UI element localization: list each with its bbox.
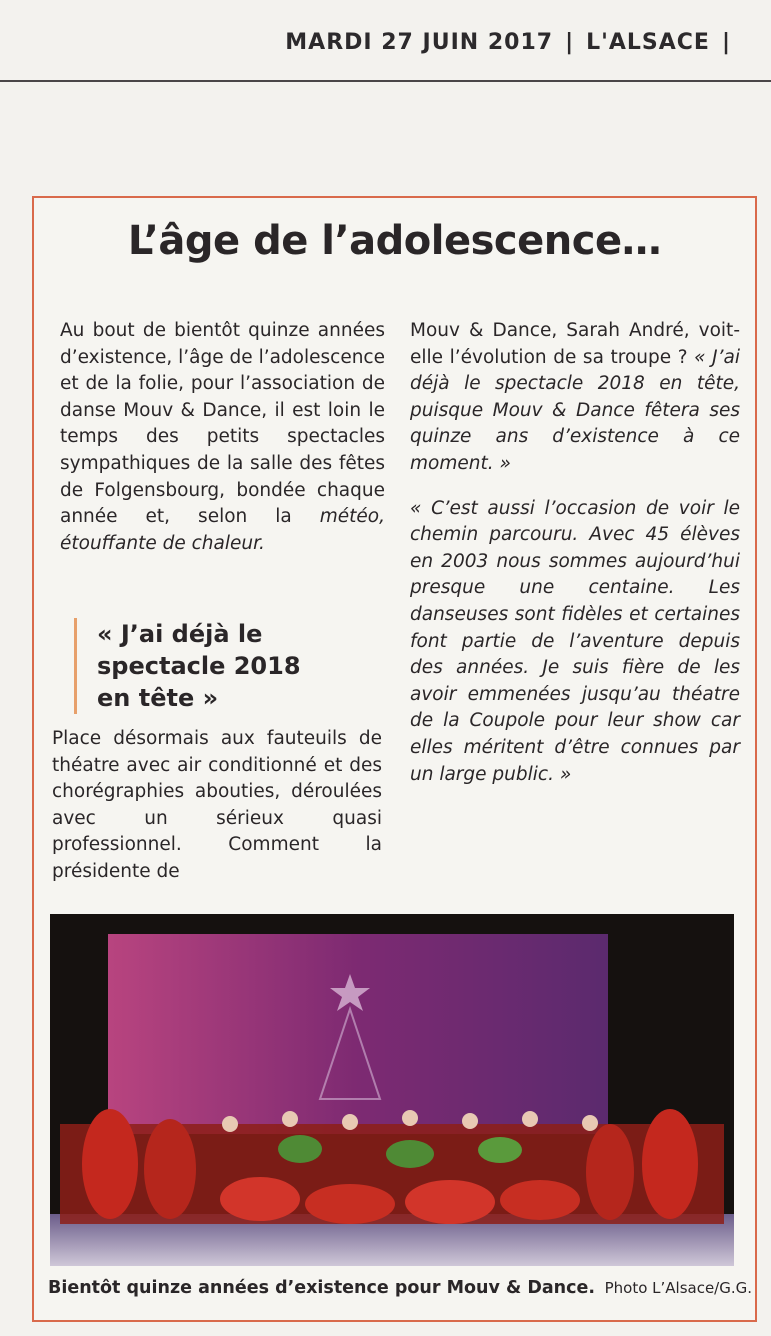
left-column-top	[60, 318, 385, 557]
right-column	[410, 318, 740, 788]
photo-credit: Photo L’Alsace/G.G.	[604, 1279, 753, 1297]
header-publication: L'ALSACE	[586, 30, 710, 55]
photo-caption	[48, 1278, 753, 1298]
right-paragraph-1-quote: « J’ai déjà le spectacle 2018 en tête, puisque Mouv & Dance fêtera ses quinze ans d’existence à ce moment. »	[410, 346, 740, 474]
left-paragraph-1	[60, 318, 385, 557]
stage-photo-illustration	[50, 914, 734, 1266]
header-separator-end: |	[721, 30, 731, 55]
caption-text: Bientôt quinze années d’existence pour Mouv & Dance.	[48, 1278, 596, 1298]
header-text	[285, 30, 743, 55]
right-paragraph-1	[410, 318, 740, 478]
left-paragraph-2: Place désormais aux fauteuils de théatre avec air conditionné et des chorégraphies abouties, déroulées avec un sérieux quasi professionnel. Comment la présidente de	[52, 728, 382, 882]
page-header	[0, 0, 771, 84]
right-paragraph-2-quote: « C’est aussi l’occasion de voir le chemin parcouru. Avec 45 élèves en 2003 nous sommes aujourd’hui presque une centaine. Les danseuses sont fidèles et certaines font partie de l’aventure depuis des années. Je suis fière de les avoir emmenées jusqu’au théatre de la Coupole pour leur show car elles méritent d’être connues par un large public. »	[410, 497, 740, 785]
left-paragraph-1-italic: météo, étouffante de chaleur.	[60, 506, 385, 554]
article-headline: L’âge de l’adolescence…	[127, 218, 662, 264]
right-paragraph-1-text: Mouv & Dance, Sarah André, voit-elle l’évolution de sa troupe ?	[410, 320, 740, 368]
left-paragraph-1-text: Au bout de bientôt quinze années d’existence, l’âge de l’adolescence et de la folie, pour l’association de danse Mouv & Dance, il est loin le temps des petits spectacles sympathiques de la salle des fêtes de Folgensbourg, bondée chaque année et, selon la	[60, 320, 385, 528]
header-date: MARDI 27 JUIN 2017	[285, 30, 554, 55]
dancers-group	[60, 1109, 724, 1224]
article-photo	[50, 914, 734, 1266]
left-column-bottom	[52, 726, 382, 886]
header-separator: |	[565, 30, 575, 55]
pull-quote: « J’ai déjà le spectacle 2018 en tête »	[74, 618, 337, 714]
header-rule	[0, 80, 771, 82]
article-frame	[32, 196, 757, 1322]
